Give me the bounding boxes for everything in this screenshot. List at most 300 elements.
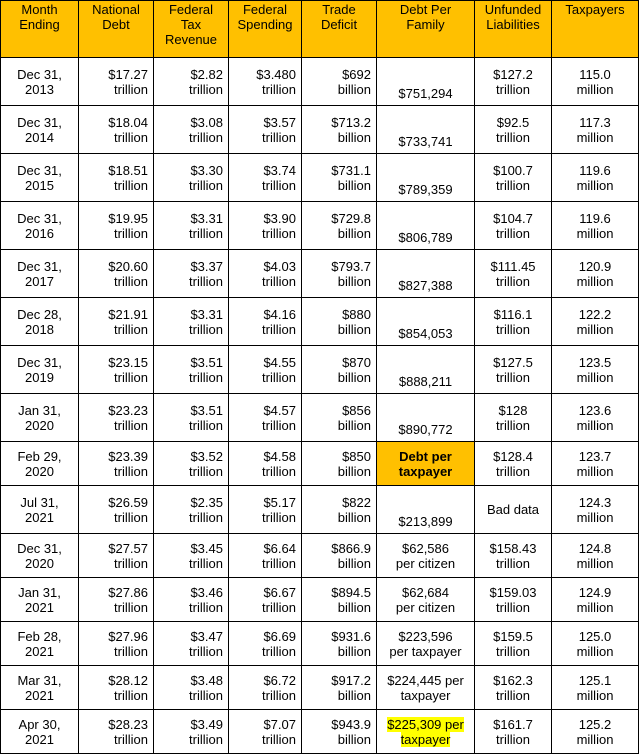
cell-text-line: trillion (189, 273, 223, 289)
cell-text-line: trillion (114, 177, 148, 193)
cell-text-line: $931.6 (331, 628, 371, 644)
column-header-trade-deficit (302, 1, 377, 58)
debt-per-family-cell (377, 666, 475, 710)
cell-text-line: $4.16 (263, 306, 296, 322)
cell-text-line: $2.35 (190, 494, 223, 510)
taxpayers-cell (552, 578, 639, 622)
header-label-line: Month (21, 2, 58, 17)
taxpayers-cell (552, 58, 639, 106)
spending-cell (229, 154, 302, 202)
cell-text-line: $162.3 (493, 672, 533, 688)
cell-text-line: billion (337, 81, 371, 97)
header-label-line: Ending (19, 17, 60, 32)
cell-text-line: $731.1 (331, 162, 371, 178)
column-header-federal-spending (229, 1, 302, 58)
cell-text-line: $104.7 (493, 210, 533, 226)
cell-text-line: trillion (189, 321, 223, 337)
cell-text-line: $3.37 (190, 258, 223, 274)
cell-text-line: $3.480 (256, 66, 296, 82)
tax-revenue-cell (154, 394, 229, 442)
cell-text-line: $18.04 (108, 114, 148, 130)
cell-text-line: $213,899 (398, 514, 453, 529)
taxpayers-cell (552, 534, 639, 578)
cell-text-line: $3.46 (190, 584, 223, 600)
trade-deficit-cell (302, 346, 377, 394)
cell-text-line: Jan 31, (18, 584, 61, 600)
cell-text-line: trillion (496, 129, 530, 145)
cell-text-line: $19.95 (108, 210, 148, 226)
cell-text-line: trillion (262, 81, 296, 97)
header-label-line: Federal (168, 2, 214, 17)
unfunded-liabilities-cell (475, 394, 552, 442)
cell-text-line (379, 717, 472, 732)
unfunded-liabilities-cell (475, 666, 552, 710)
cell-text-line: 2021 (25, 731, 54, 747)
cell-text-line: 124.9 (578, 584, 612, 600)
cell-text-line: $28.12 (108, 672, 148, 688)
national-debt-cell (79, 202, 154, 250)
header-label-line: Taxpayers (565, 2, 625, 17)
national-debt-cell (79, 534, 154, 578)
cell-text-line: $4.57 (263, 402, 296, 418)
debt-per-family-cell (377, 202, 475, 250)
national-debt-cell (79, 346, 154, 394)
spending-cell (229, 578, 302, 622)
debt-per-family-cell (377, 578, 475, 622)
cell-text-line: $111.45 (490, 258, 536, 274)
cell-text-line: Dec 28, (17, 306, 62, 322)
cell-text-line: trillion (189, 555, 223, 571)
cell-text-line: Dec 31, (17, 162, 62, 178)
cell-text-line: taxpayer (400, 687, 451, 703)
cell-text-line: trillion (114, 643, 148, 659)
date-cell (1, 622, 79, 666)
cell-text-line: trillion (189, 417, 223, 433)
column-header-month-ending (1, 1, 79, 58)
spending-cell (229, 622, 302, 666)
cell-text-line: billion (337, 177, 371, 193)
trade-deficit-cell (302, 394, 377, 442)
cell-text-line: $880 (342, 306, 371, 322)
cell-text-line: 2020 (25, 417, 54, 433)
cell-text-line: $7.07 (263, 716, 296, 732)
cell-text-line: per citizen (395, 599, 456, 615)
cell-text-line: million (576, 463, 614, 479)
unfunded-liabilities-cell (475, 622, 552, 666)
cell-text-line: $27.86 (108, 584, 148, 600)
cell-text-line: billion (337, 643, 371, 659)
national-debt-cell (79, 298, 154, 346)
header-label-line: Unfunded (484, 2, 542, 17)
tax-revenue-cell (154, 346, 229, 394)
taxpayers-cell (552, 622, 639, 666)
cell-text-line: billion (337, 273, 371, 289)
date-cell (1, 486, 79, 534)
cell-text-line: $128 (498, 402, 528, 418)
header-label-line: Tax (180, 17, 202, 32)
cell-text-line: $789,359 (398, 182, 453, 197)
cell-text-line: Dec 31, (17, 114, 62, 130)
cell-text-line: Debt per (399, 448, 452, 464)
cell-text-line: $23.15 (108, 354, 148, 370)
table-row (1, 250, 639, 298)
unfunded-liabilities-cell (475, 486, 552, 534)
tax-revenue-cell (154, 154, 229, 202)
spending-cell (229, 534, 302, 578)
cell-text-line: trillion (496, 417, 530, 433)
table-row (1, 394, 639, 442)
cell-text-line: $6.69 (263, 628, 296, 644)
table-header-row (1, 1, 639, 58)
cell-text-line: million (576, 687, 614, 703)
cell-text-line: million (576, 129, 614, 145)
column-header-national-debt (79, 1, 154, 58)
unfunded-liabilities-cell (475, 106, 552, 154)
cell-text-line: Bad data (486, 502, 540, 517)
table-row (1, 486, 639, 534)
cell-text-line: $159.5 (493, 628, 533, 644)
debt-per-family-cell (377, 622, 475, 666)
cell-text-line: trillion (496, 555, 530, 571)
trade-deficit-cell (302, 622, 377, 666)
cell-text-line: Dec 31, (17, 258, 62, 274)
cell-text-line: $3.51 (190, 354, 223, 370)
spending-cell (229, 58, 302, 106)
taxpayers-cell (552, 346, 639, 394)
cell-text-line: 2020 (25, 555, 54, 571)
cell-text-line: $692 (342, 66, 371, 82)
cell-text-line: 120.9 (578, 258, 612, 274)
tax-revenue-cell (154, 622, 229, 666)
cell-text-line: million (576, 643, 614, 659)
cell-text-line: $870 (342, 354, 371, 370)
cell-text-line: $17.27 (108, 66, 148, 82)
tax-revenue-cell (154, 202, 229, 250)
highlighted-text: taxpayer (400, 731, 451, 747)
debt-per-family-cell (377, 346, 475, 394)
cell-text-line: $917.2 (331, 672, 371, 688)
cell-text-line: 2014 (25, 129, 54, 145)
trade-deficit-cell (302, 666, 377, 710)
national-debt-cell (79, 106, 154, 154)
cell-text-line: $18.51 (108, 162, 148, 178)
cell-text-line: $793.7 (331, 258, 371, 274)
cell-text-line: $888,211 (398, 374, 453, 389)
cell-text-line: trillion (189, 599, 223, 615)
cell-text-line: Dec 31, (17, 354, 62, 370)
cell-text-line: billion (337, 417, 371, 433)
date-cell (1, 250, 79, 298)
cell-text-line: 2021 (25, 643, 54, 659)
cell-text-line: 2021 (25, 599, 54, 615)
cell-text-line: 119.6 (579, 210, 611, 226)
debt-per-family-cell (377, 58, 475, 106)
cell-text-line: billion (337, 731, 371, 747)
spending-cell (229, 394, 302, 442)
cell-text-line: $850 (342, 448, 371, 464)
cell-text-line: $3.48 (190, 672, 223, 688)
header-label-line: Debt (102, 17, 130, 32)
spending-cell (229, 346, 302, 394)
spending-cell (229, 202, 302, 250)
cell-text-line: $20.60 (108, 258, 148, 274)
cell-text-line: million (576, 731, 614, 747)
table-row (1, 442, 639, 486)
cell-text-line: trillion (114, 417, 148, 433)
table-row (1, 578, 639, 622)
cell-text-line: billion (337, 687, 371, 703)
column-header-federal-tax-revenue (154, 1, 229, 58)
cell-text-line: $890,772 (398, 422, 453, 437)
table-row (1, 666, 639, 710)
cell-text-line: $3.49 (190, 716, 223, 732)
trade-deficit-cell (302, 250, 377, 298)
cell-text-line: $3.57 (263, 114, 296, 130)
cell-text-line: trillion (262, 225, 296, 241)
cell-text-line: $4.55 (263, 354, 296, 370)
cell-text-line: trillion (189, 177, 223, 193)
cell-text-line: trillion (262, 463, 296, 479)
cell-text-line: million (576, 417, 614, 433)
tax-revenue-cell (154, 486, 229, 534)
cell-text-line: $27.57 (108, 540, 148, 556)
trade-deficit-cell (302, 106, 377, 154)
spending-cell (229, 666, 302, 710)
cell-text-line: $733,741 (398, 134, 453, 149)
cell-text-line: million (576, 273, 614, 289)
national-debt-cell (79, 442, 154, 486)
debt-per-family-cell (377, 250, 475, 298)
trade-deficit-cell (302, 534, 377, 578)
table-row (1, 58, 639, 106)
cell-text-line: 124.8 (578, 540, 612, 556)
cell-text-line: 115.0 (579, 66, 611, 82)
table-row (1, 106, 639, 154)
cell-text-line: million (576, 509, 614, 525)
unfunded-liabilities-cell (475, 58, 552, 106)
debt-per-family-cell (377, 534, 475, 578)
national-debt-cell (79, 154, 154, 202)
cell-text-line: trillion (496, 731, 530, 747)
cell-text-line: $3.31 (190, 306, 223, 322)
cell-text-line: 2021 (25, 687, 54, 703)
cell-text-line: Mar 31, (17, 672, 62, 688)
cell-text-line: $28.23 (108, 716, 148, 732)
table-row (1, 154, 639, 202)
table-row (1, 346, 639, 394)
tax-revenue-cell (154, 578, 229, 622)
cell-text-line: 125.1 (578, 672, 612, 688)
cell-text-line: trillion (114, 321, 148, 337)
date-cell (1, 346, 79, 394)
unfunded-liabilities-cell (475, 250, 552, 298)
unfunded-liabilities-cell (475, 154, 552, 202)
cell-text-line: $161.7 (493, 716, 533, 732)
cell-text-line: million (576, 555, 614, 571)
cell-text-line: trillion (189, 509, 223, 525)
table-body (1, 58, 639, 754)
taxpayers-cell (552, 250, 639, 298)
cell-text-line: million (576, 369, 614, 385)
cell-text-line: million (576, 177, 614, 193)
national-debt-cell (79, 58, 154, 106)
cell-text-line: $100.7 (493, 162, 533, 178)
cell-text-line: million (576, 225, 614, 241)
spending-cell (229, 250, 302, 298)
date-cell (1, 58, 79, 106)
unfunded-liabilities-cell (475, 534, 552, 578)
cell-text-line: 124.3 (578, 494, 612, 510)
unfunded-liabilities-cell (475, 578, 552, 622)
trade-deficit-cell (302, 578, 377, 622)
spending-cell (229, 106, 302, 154)
cell-text-line: trillion (114, 81, 148, 97)
cell-text-line: billion (337, 321, 371, 337)
cell-text-line: trillion (496, 599, 530, 615)
cell-text-line: $3.08 (190, 114, 223, 130)
cell-text-line: 119.6 (579, 162, 611, 178)
cell-text-line: trillion (262, 417, 296, 433)
cell-text-line: $3.47 (190, 628, 223, 644)
cell-text-line: trillion (262, 321, 296, 337)
date-cell (1, 578, 79, 622)
cell-text-line: $23.39 (108, 448, 148, 464)
trade-deficit-cell (302, 154, 377, 202)
cell-text-line: trillion (496, 687, 530, 703)
debt-per-family-cell (377, 154, 475, 202)
cell-text-line: $27.96 (108, 628, 148, 644)
cell-text-line: Jul 31, (20, 494, 59, 510)
cell-text-line: trillion (114, 463, 148, 479)
cell-text-line: Dec 31, (17, 66, 62, 82)
debt-per-family-cell (377, 394, 475, 442)
national-debt-cell (79, 394, 154, 442)
cell-text-line: $894.5 (331, 584, 371, 600)
cell-text-line: 2013 (25, 81, 54, 97)
cell-text-line: trillion (496, 463, 530, 479)
cell-text-line: trillion (189, 731, 223, 747)
date-cell (1, 298, 79, 346)
header-label-line: Trade (322, 2, 356, 17)
cell-text-line: $2.82 (190, 66, 223, 82)
trade-deficit-cell (302, 486, 377, 534)
taxpayers-cell (552, 394, 639, 442)
unfunded-liabilities-cell (475, 202, 552, 250)
debt-per-family-cell (377, 298, 475, 346)
national-debt-cell (79, 578, 154, 622)
table-row (1, 202, 639, 250)
debt-per-family-cell (377, 486, 475, 534)
header-label-line: National (92, 2, 140, 17)
national-debt-cell (79, 622, 154, 666)
cell-text-line: $21.91 (108, 306, 148, 322)
date-cell (1, 106, 79, 154)
cell-text-line: trillion (262, 369, 296, 385)
cell-text-line: trillion (262, 129, 296, 145)
tax-revenue-cell (154, 666, 229, 710)
cell-text-line: Feb 28, (17, 628, 62, 644)
date-cell (1, 394, 79, 442)
cell-text-line: Feb 29, (17, 448, 62, 464)
cell-text-line: $92.5 (496, 114, 530, 130)
cell-text-line: $127.2 (493, 66, 533, 82)
cell-text-line: trillion (114, 273, 148, 289)
cell-text-line: $62,586 (402, 540, 449, 556)
header-label-line: Federal (242, 2, 288, 17)
cell-text-line: 123.5 (578, 354, 612, 370)
cell-text-line: $6.64 (263, 540, 296, 556)
cell-text-line: $806,789 (398, 230, 453, 245)
unfunded-liabilities-cell (475, 346, 552, 394)
cell-text-line: $856 (342, 402, 371, 418)
cell-text-line: $127.5 (493, 354, 533, 370)
cell-text-line: trillion (114, 731, 148, 747)
cell-text-line: trillion (189, 643, 223, 659)
cell-text-line: trillion (114, 687, 148, 703)
tax-revenue-cell (154, 106, 229, 154)
cell-text-line: 125.0 (578, 628, 612, 644)
trade-deficit-cell (302, 442, 377, 486)
cell-text-line: trillion (496, 643, 530, 659)
cell-text-line: billion (337, 599, 371, 615)
cell-text-line: trillion (496, 81, 530, 97)
cell-text-line: billion (337, 463, 371, 479)
highlighted-text: $225,309 per (387, 716, 464, 732)
header-label-line: Deficit (320, 17, 358, 32)
cell-text-line: trillion (262, 687, 296, 703)
cell-text-line: Jan 31, (18, 402, 61, 418)
cell-text-line: trillion (262, 731, 296, 747)
national-debt-cell (79, 250, 154, 298)
cell-text-line: trillion (189, 225, 223, 241)
cell-text-line: 2020 (25, 463, 54, 479)
taxpayers-cell (552, 154, 639, 202)
cell-text-line: trillion (114, 225, 148, 241)
date-cell (1, 154, 79, 202)
cell-text-line: trillion (189, 81, 223, 97)
date-cell (1, 534, 79, 578)
trade-deficit-cell (302, 202, 377, 250)
cell-text-line: trillion (496, 177, 530, 193)
cell-text-line: billion (337, 129, 371, 145)
cell-text-line: billion (337, 555, 371, 571)
cell-text-line: per citizen (395, 555, 456, 571)
taxpayers-cell (552, 298, 639, 346)
cell-text-line: 122.2 (578, 306, 612, 322)
cell-text-line: $4.58 (263, 448, 296, 464)
column-header-unfunded-liabilities (475, 1, 552, 58)
cell-text-line: $159.03 (489, 584, 537, 600)
date-cell (1, 202, 79, 250)
tax-revenue-cell (154, 442, 229, 486)
header-label-line: Debt Per (399, 2, 452, 17)
cell-text-line: $3.74 (263, 162, 296, 178)
cell-text-line: 2015 (25, 177, 54, 193)
spending-cell (229, 486, 302, 534)
cell-text-line: $854,053 (398, 326, 453, 341)
cell-text-line: $729.8 (331, 210, 371, 226)
cell-text-line: 123.6 (578, 402, 612, 418)
cell-text-line: per taxpayer (389, 643, 462, 659)
cell-text-line: trillion (262, 555, 296, 571)
date-cell (1, 442, 79, 486)
cell-text-line: trillion (189, 369, 223, 385)
cell-text-line: 2019 (25, 369, 54, 385)
taxpayers-cell (552, 202, 639, 250)
table-row (1, 298, 639, 346)
cell-text-line: $3.51 (190, 402, 223, 418)
cell-text-line: trillion (496, 369, 530, 385)
